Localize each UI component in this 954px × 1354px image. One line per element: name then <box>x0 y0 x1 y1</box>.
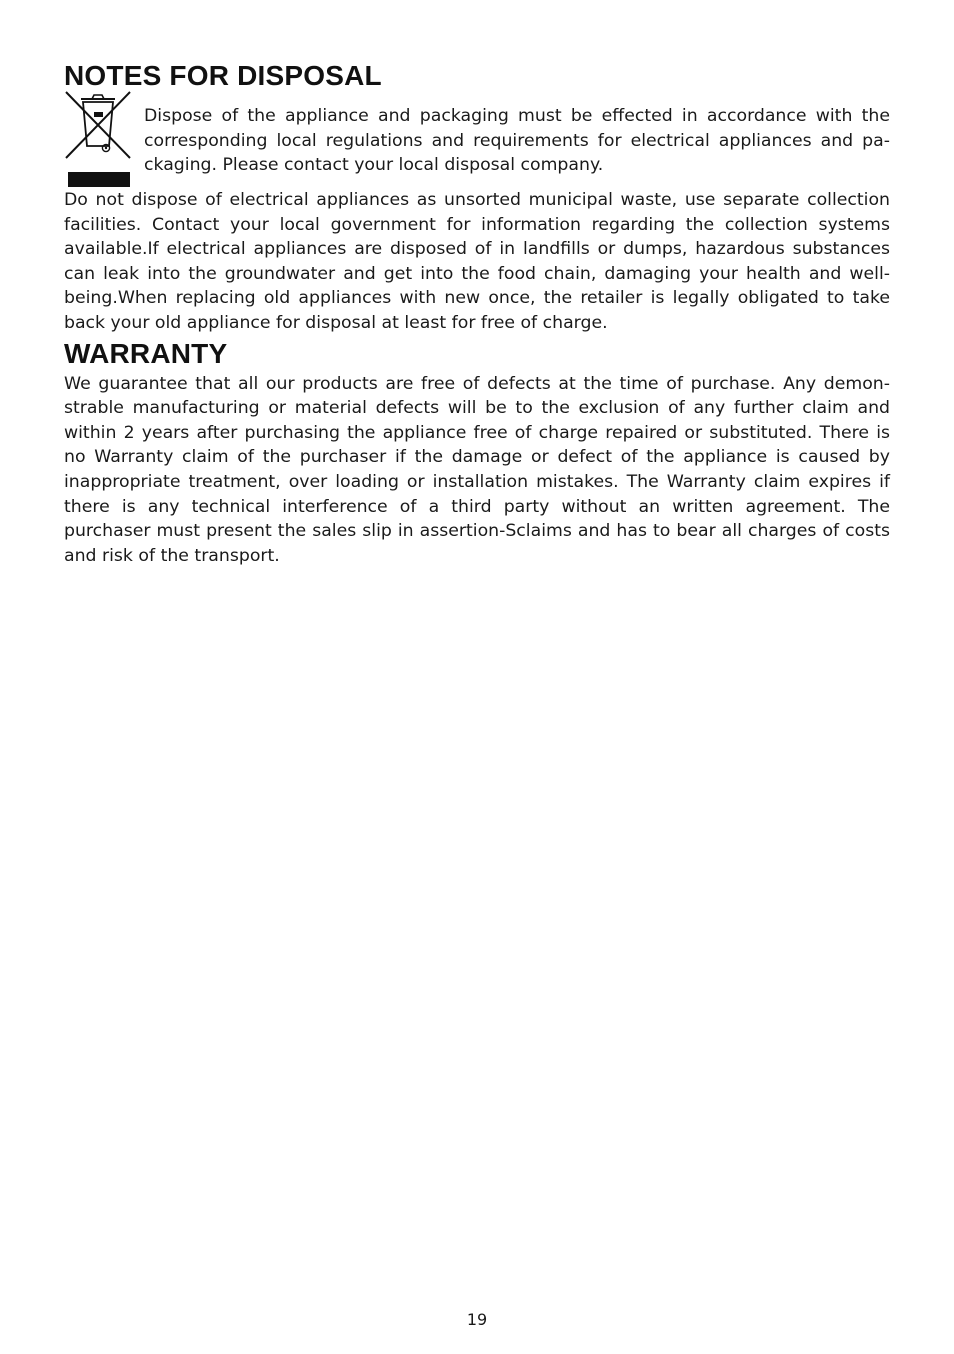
document-page <box>64 58 890 568</box>
disposal-intro-paragraph: Dispose of the appliance and packaging must be effected in accordance with the corresponding local regulations and requirements for electrical appliances and packaging. Please contact your local disposal company. <box>144 106 890 176</box>
disposal-intro <box>64 90 890 188</box>
disposal-paragraph: Do not dispose of electrical appliances as unsorted municipal waste, use separate collection facilities. Contact your local government for information regarding the collection systems available.If electrical appliances are disposed of in landfills or dumps, hazardous substances can leak into the groundwater and get into the food chain, damaging your health and well-being.When replacing old appliances with new once, the retailer is legally obligated to take back your old appliance for disposal at least for free of charge. <box>64 190 890 333</box>
warranty-paragraph: We guarantee that all our products are free of defects at the time of purchase. Any demonstrable manufacturing or material defects will be to the exclusion of any further claim and within 2 years after purchasing the appliance free of charge repaired or substituted. There is no Warranty claim of the purchaser if the damage or defect of the appliance is caused by inappropriate treatment, over loading or installation mistakes. The Warranty claim expires if there is any technical interference of a third party without an written agreement. The purchaser must present the sales slip in assertion-Sclaims and has to bear all charges of costs and risk of the transport. <box>64 373 890 566</box>
disposal-heading: NOTES FOR DISPOSAL <box>64 60 382 91</box>
crossed-out-wheelie-bin-icon <box>64 90 132 190</box>
page-number: 19 <box>466 1310 488 1329</box>
warranty-heading: WARRANTY <box>64 337 228 369</box>
